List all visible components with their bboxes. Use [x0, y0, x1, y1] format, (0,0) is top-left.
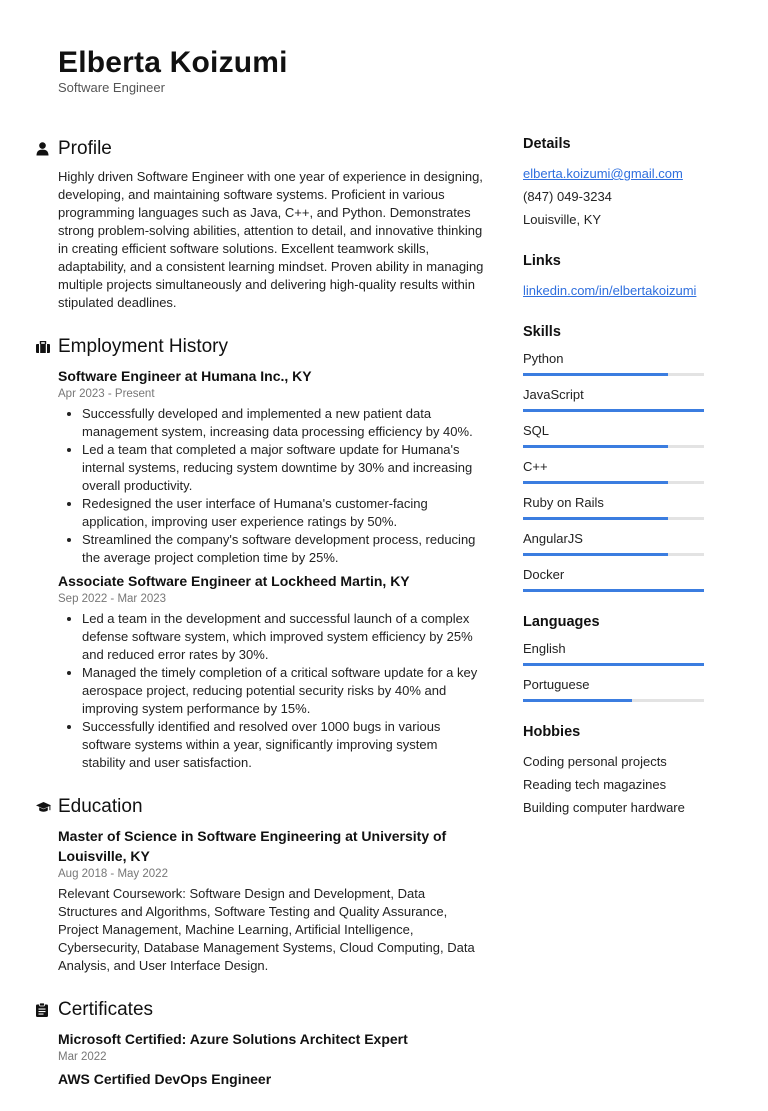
skill-name: SQL: [523, 423, 550, 438]
job-entry: [58, 571, 484, 772]
certificate-entry: [58, 1029, 484, 1065]
profile-section: [36, 136, 484, 312]
briefcase-icon: [36, 341, 58, 353]
education-section: [36, 794, 484, 975]
linkedin-link[interactable]: linkedin.com/in/elbertakoizumi: [523, 283, 697, 298]
level-bar-fill: [523, 445, 668, 448]
language-name: Portuguese: [523, 677, 590, 692]
candidate-title: Software Engineer: [58, 80, 165, 95]
clipboard-icon: [36, 1003, 58, 1017]
certificate-title: AWS Certified DevOps Engineer: [58, 1071, 272, 1087]
level-bar-track: [523, 481, 704, 484]
language-name: English: [523, 641, 566, 656]
language-item: [523, 640, 713, 666]
job-title: Associate Software Engineer at Lockheed Martin, KY: [58, 573, 410, 589]
links-section: [523, 253, 713, 302]
level-bar-fill: [523, 589, 704, 592]
profile-title: Profile: [58, 138, 112, 159]
job-bullet: • Successfully identified and resolved over 1000 bugs in various software systems within a year, significantly improving system stability and user satisfaction.: [82, 718, 484, 772]
candidate-name: Elberta Koizumi: [58, 46, 288, 79]
profile-summary: Highly driven Software Engineer with one year of experience in designing, developing, and maintaining software systems. Proficient in various programming languages such as Java, C++, and Python. Demonstrates strong problem-solving abilities, attention to detail, and innovative thinking in creating efficient software solutions. Excellent teamwork skills, adaptability, and a consistent learning mindset. Proven ability in managing multiple projects simultaneously and delivering high-quality results within stipulated deadlines.: [58, 169, 484, 310]
skill-name: Ruby on Rails: [523, 495, 604, 510]
skill-name: Python: [523, 351, 564, 366]
skill-item: [523, 386, 713, 412]
employment-heading: [36, 334, 484, 360]
level-bar-fill: [523, 517, 668, 520]
degree-title: Master of Science in Software Engineering at University of Louisville, KY: [58, 828, 447, 864]
jobs-list: [36, 366, 484, 772]
details-section: [523, 136, 713, 231]
certificates-title: Certificates: [58, 999, 154, 1020]
job-bullet: • Streamlined the company's software development process, reducing the average project completion time by 25%.: [82, 531, 484, 567]
skills-section: [523, 324, 713, 592]
certificates-heading: [36, 997, 484, 1023]
skill-item: [523, 530, 713, 556]
person-icon: [36, 142, 58, 156]
education-description: Relevant Coursework: Software Design and Development, Data Structures and Algorithms, Software Testing and Quality Assurance, Project Management, Machine Learning, Artificial Intelligence, Cybersecurity, Database Management Systems, Cloud Computing, Data Analysis, and User Interface Design.: [58, 886, 475, 973]
level-bar-fill: [523, 663, 704, 666]
job-title: Software Engineer at Humana Inc., KY: [58, 368, 312, 384]
email-link[interactable]: elberta.koizumi@gmail.com: [523, 166, 683, 181]
level-bar-track: [523, 517, 704, 520]
hobby-item: Coding personal projects: [523, 754, 667, 769]
job-bullet: • Led a team in the development and successful launch of a complex defense software system, which improved system efficiency by 25% and reduced error rates by 30%.: [82, 610, 484, 664]
skill-name: JavaScript: [523, 387, 584, 402]
languages-section: [523, 614, 713, 702]
employment-title: Employment History: [58, 336, 228, 357]
details-title: Details: [523, 136, 571, 152]
level-bar-fill: [523, 481, 668, 484]
level-bar-fill: [523, 373, 668, 376]
skill-name: C++: [523, 459, 548, 474]
skill-name: Docker: [523, 567, 565, 582]
skill-name: AngularJS: [523, 531, 583, 546]
level-bar-track: [523, 373, 704, 376]
education-heading: [36, 794, 484, 820]
job-bullet: • Successfully developed and implemented a new patient data management system, increasing data processing efficiency by 40%.: [82, 405, 484, 441]
skill-item: [523, 566, 713, 592]
hobby-item: Reading tech magazines: [523, 777, 667, 792]
job-bullets: [58, 405, 484, 567]
job-bullets: [58, 610, 484, 772]
certificate-date: Mar 2022: [58, 1051, 107, 1063]
level-bar-fill: [523, 553, 668, 556]
hobbies-title: Hobbies: [523, 724, 581, 740]
hobbies-section: [523, 724, 713, 819]
level-bar-track: [523, 445, 704, 448]
level-bar-fill: [523, 409, 704, 412]
employment-section: [36, 334, 484, 772]
profile-heading: [36, 136, 484, 162]
hobby-item: Building computer hardware: [523, 800, 685, 815]
skills-list: [523, 350, 713, 592]
skill-item: [523, 458, 713, 484]
language-item: [523, 676, 713, 702]
phone-number: (847) 049-3234: [523, 189, 612, 204]
level-bar-fill: [523, 699, 632, 702]
certificate-title: Microsoft Certified: Azure Solutions Architect Expert: [58, 1031, 408, 1047]
level-bar-track: [523, 409, 704, 412]
education-date: Aug 2018 - May 2022: [58, 868, 168, 880]
job-bullet: • Led a team that completed a major software update for Humana's internal systems, reducing system downtime by 30% and increasing overall productivity.: [82, 441, 484, 495]
location: Louisville, KY: [523, 212, 602, 227]
job-date: Sep 2022 - Mar 2023: [58, 593, 167, 605]
sidebar-column: [523, 136, 713, 841]
graduation-cap-icon: [36, 802, 58, 813]
languages-title: Languages: [523, 614, 600, 630]
skill-item: [523, 494, 713, 520]
hobbies-list: [523, 750, 713, 819]
level-bar-track: [523, 553, 704, 556]
languages-list: [523, 640, 713, 702]
certificates-list: [36, 1029, 484, 1089]
education-list: [36, 826, 484, 975]
job-entry: [58, 366, 484, 567]
certificates-section: [36, 997, 484, 1089]
main-column: [36, 136, 484, 1111]
certificate-entry: [58, 1069, 484, 1089]
education-title: Education: [58, 796, 143, 817]
education-entry: [58, 826, 484, 975]
skill-item: [523, 350, 713, 376]
level-bar-track: [523, 663, 704, 666]
level-bar-track: [523, 699, 704, 702]
job-date: Apr 2023 - Present: [58, 388, 155, 400]
links-title: Links: [523, 253, 561, 269]
skills-title: Skills: [523, 324, 561, 340]
job-bullet: • Redesigned the user interface of Humana's customer-facing application, improving user experience ratings by 50%.: [82, 495, 484, 531]
job-bullet: • Managed the timely completion of a critical software update for a key aerospace project, reducing potential security risks by 40% and improving system performance by 15%.: [82, 664, 484, 718]
skill-item: [523, 422, 713, 448]
level-bar-track: [523, 589, 704, 592]
